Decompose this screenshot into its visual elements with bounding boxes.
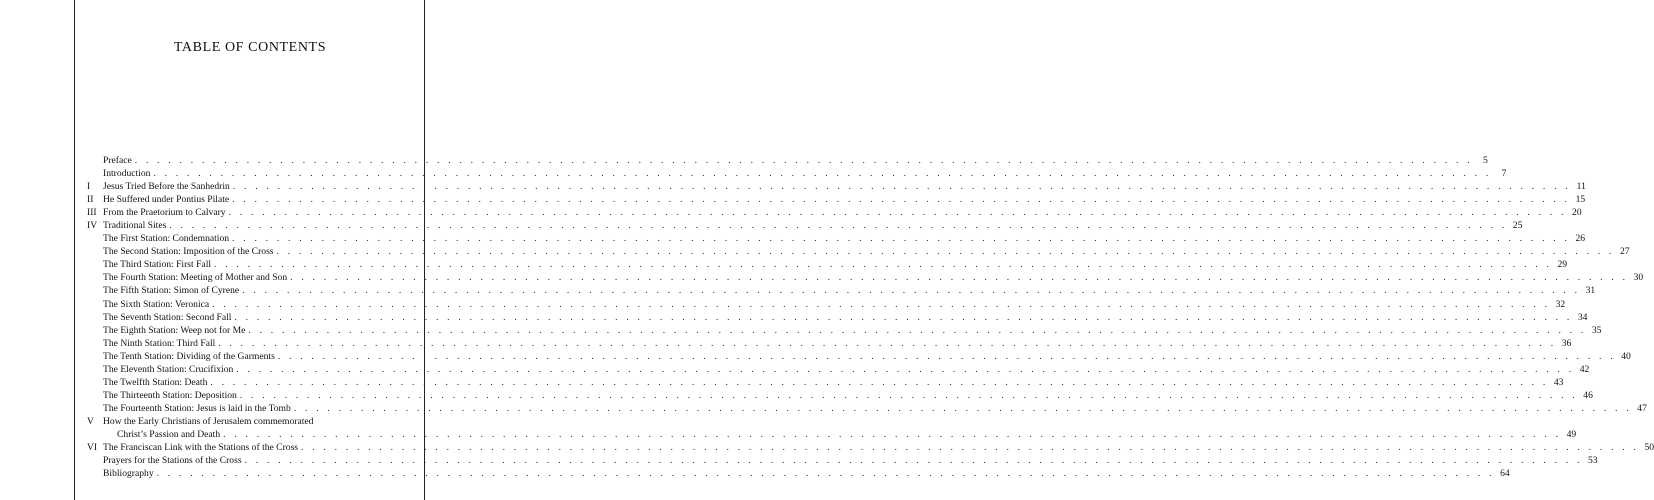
toc-entry-page: 53 xyxy=(1583,454,1598,467)
dot-leader: . . . . . . . . . . . . . . . . . . . . . . . . . . . . . . . . . . . . . . . . . . . . . . . . . . . . . . . . . . . . . . . . . . . . . . . . . . . . . . . . . . . . . . . . . . . . . . . . . . . . . . . . . . . . . . . . . . . . . . . . xyxy=(210,376,1549,388)
toc-entry xyxy=(87,311,1588,324)
toc-entry-page: 15 xyxy=(1570,193,1585,206)
toc-entry xyxy=(87,206,1582,219)
page-left-edge xyxy=(74,0,75,500)
toc-entry-title: The Thirteenth Station: Deposition xyxy=(103,389,240,402)
toc-entry-title: The Fourteenth Station: Jesus is laid in the Tomb xyxy=(103,402,294,415)
toc-entry-title: The Franciscan Link with the Stations of the Cross xyxy=(103,441,301,454)
toc-entry-page: 27 xyxy=(1615,245,1630,258)
dot-leader: . . . . . . . . . . . . . . . . . . . . . . . . . . . . . . . . . . . . . . . . . . . . . . . . . . . . . . . . . . . . . . . . . . . . . . . . . . . . . . . . . . . . . . . . . . . . . . . . . . . . . . . . . . . . . . . . . . . . . . . . xyxy=(301,442,1640,454)
dot-leader: . . . . . . . . . . . . . . . . . . . . . . . . . . . . . . . . . . . . . . . . . . . . . . . . . . . . . . . . . . . . . . . . . . . . . . . . . . . . . . . . . . . . . . . . . . . . . . . . . . . . . . . . . . . . . . . . . . . . . . . . xyxy=(156,468,1495,480)
toc-entry-title: Bibliography xyxy=(103,467,157,480)
toc-entry xyxy=(87,193,1586,206)
toc-entry-page: 31 xyxy=(1580,284,1595,297)
toc-entry xyxy=(87,389,1593,402)
toc-entry-page: 47 xyxy=(1632,402,1647,415)
toc-entry-title: The Fourth Station: Meeting of Mother and Son xyxy=(103,271,290,284)
toc-entry-page: 5 xyxy=(1473,154,1488,167)
toc-entry xyxy=(87,167,1507,180)
dot-leader: . . . . . . . . . . . . . . . . . . . . . . . . . . . . . . . . . . . . . . . . . . . . . . . . . . . . . . . . . . . . . . . . . . . . . . . . . . . . . . . . . . . . . . . . . . . . . . . . . . . . . . . . . . . . . . . . . . . . . . . . xyxy=(239,389,1578,401)
toc-entry-title: The Ninth Station: Third Fall xyxy=(103,337,218,350)
toc-entry-title: The Eighth Station: Weep not for Me xyxy=(103,324,248,337)
toc-entry xyxy=(87,245,1630,258)
toc-entry-title: The Sixth Station: Veronica xyxy=(103,298,212,311)
page-title: TABLE OF CONTENTS xyxy=(173,40,327,55)
dot-leader: . . . . . . . . . . . . . . . . . . . . . . . . . . . . . . . . . . . . . . . . . . . . . . . . . . . . . . . . . . . . . . . . . . . . . . . . . . . . . . . . . . . . . . . . . . . . . . . . . . . . . . . . . . . . . . . . . . . . . . . . xyxy=(212,298,1551,310)
toc-entry xyxy=(87,232,1586,245)
dot-leader: . . . . . . . . . . . . . . . . . . . . . . . . . . . . . . . . . . . . . . . . . . . . . . . . . . . . . . . . . . . . . . . . . . . . . . . . . . . . . . . . . . . . . . . . . . . . . . . . . . . . . . . . . . . . . . . . . . . . . . . . xyxy=(228,207,1567,219)
toc-entry xyxy=(87,337,1572,350)
toc-entry-page: 32 xyxy=(1550,298,1565,311)
dot-leader: . . . . . . . . . . . . . . . . . . . . . . . . . . . . . . . . . . . . . . . . . . . . . . . . . . . . . . . . . . . . . . . . . . . . . . . . . . . . . . . . . . . . . . . . . . . . . . . . . . . . . . . . . . . . . . . . . . . . . . . . xyxy=(232,233,1571,245)
toc-entry-title: How the Early Christians of Jerusalem commemorated xyxy=(103,415,314,427)
toc-entry-page: 26 xyxy=(1570,232,1585,245)
dot-leader: . . . . . . . . . . . . . . . . . . . . . . . . . . . . . . . . . . . . . . . . . . . . . . . . . . . . . . . . . . . . . . . . . . . . . . . . . . . . . . . . . . . . . . . . . . . . . . . . . . . . . . . . . . . . . . . . . . . . . . . . xyxy=(223,428,1562,440)
toc-entry-page: 36 xyxy=(1556,337,1571,350)
toc-entry-title: The First Station: Condemnation xyxy=(103,232,232,245)
toc-entry-page: 20 xyxy=(1567,206,1582,219)
toc-entry xyxy=(87,284,1596,297)
toc-entry xyxy=(87,154,1488,167)
toc-entry-page: 42 xyxy=(1574,363,1589,376)
dot-leader: . . . . . . . . . . . . . . . . . . . . . . . . . . . . . . . . . . . . . . . . . . . . . . . . . . . . . . . . . . . . . . . . . . . . . . . . . . . . . . . . . . . . . . . . . . . . . . . . . . . . . . . . . . . . . . . . . . . . . . . . xyxy=(134,155,1473,166)
toc-entry-page: 29 xyxy=(1552,258,1567,271)
toc-entry-page: 46 xyxy=(1578,389,1593,402)
dot-leader: . . . . . . . . . . . . . . . . . . . . . . . . . . . . . . . . . . . . . . . . . . . . . . . . . . . . . . . . . . . . . . . . . . . . . . . . . . . . . . . . . . . . . . . . . . . . . . . . . . . . . . . . . . . . . . . . . . . . . . . . xyxy=(242,285,1581,297)
toc-entry xyxy=(87,298,1566,311)
dot-leader: . . . . . . . . . . . . . . . . . . . . . . . . . . . . . . . . . . . . . . . . . . . . . . . . . . . . . . . . . . . . . . . . . . . . . . . . . . . . . . . . . . . . . . . . . . . . . . . . . . . . . . . . . . . . . . . . . . . . . . . . xyxy=(169,220,1508,232)
toc-entry-page: 25 xyxy=(1507,219,1522,232)
dot-leader: . . . . . . . . . . . . . . . . . . . . . . . . . . . . . . . . . . . . . . . . . . . . . . . . . . . . . . . . . . . . . . . . . . . . . . . . . . . . . . . . . . . . . . . . . . . . . . . . . . . . . . . . . . . . . . . . . . . . . . . . xyxy=(214,259,1553,271)
toc-entry-number: I xyxy=(87,181,91,193)
toc-entry-page: 43 xyxy=(1548,376,1563,389)
dot-leader: . . . . . . . . . . . . . . . . . . . . . . . . . . . . . . . . . . . . . . . . . . . . . . . . . . . . . . . . . . . . . . . . . . . . . . . . . . . . . . . . . . . . . . . . . . . . . . . . . . . . . . . . . . . . . . . . . . . . . . . . xyxy=(232,181,1571,193)
toc-entry-page: 64 xyxy=(1495,467,1510,480)
toc-entry xyxy=(87,324,1602,337)
toc-entry-number: III xyxy=(87,207,97,219)
toc-entry xyxy=(87,271,1644,284)
toc-entry-title: Jesus Tried Before the Sanhedrin xyxy=(103,180,233,193)
toc-entry-title: The Eleventh Station: Crucifixion xyxy=(103,363,236,376)
toc-entry-number: V xyxy=(87,415,94,427)
toc-entry-page: 49 xyxy=(1561,428,1576,441)
dot-leader: . . . . . . . . . . . . . . . . . . . . . . . . . . . . . . . . . . . . . . . . . . . . . . . . . . . . . . . . . . . . . . . . . . . . . . . . . . . . . . . . . . . . . . . . . . . . . . . . . . . . . . . . . . . . . . . . . . . . . . . . xyxy=(236,363,1575,375)
toc-entry xyxy=(87,441,1654,454)
toc-entry-continuation xyxy=(103,428,1577,441)
toc-entry-title: He Suffered under Pontius Pilate xyxy=(103,193,232,206)
toc-entry-title: The Fifth Station: Simon of Cyrene xyxy=(103,284,242,297)
dot-leader: . . . . . . . . . . . . . . . . . . . . . . . . . . . . . . . . . . . . . . . . . . . . . . . . . . . . . . . . . . . . . . . . . . . . . . . . . . . . . . . . . . . . . . . . . . . . . . . . . . . . . . . . . . . . . . . . . . . . . . . . xyxy=(232,194,1571,206)
toc-entry-title: The Twelfth Station: Death xyxy=(103,376,210,389)
toc-entry-number: VI xyxy=(87,442,98,454)
toc-entry xyxy=(87,376,1564,389)
toc-entry-title: Preface xyxy=(103,154,135,167)
toc-entry xyxy=(87,467,1510,480)
toc-entry-page: 11 xyxy=(1571,180,1586,193)
table-of-contents xyxy=(87,154,1654,480)
toc-entry xyxy=(87,180,1586,193)
toc-entry-title: Introduction xyxy=(103,167,153,180)
toc-entry-page: 34 xyxy=(1572,311,1587,324)
toc-entry-title: The Tenth Station: Dividing of the Garments xyxy=(103,350,278,363)
dot-leader: . . . . . . . . . . . . . . . . . . . . . . . . . . . . . . . . . . . . . . . . . . . . . . . . . . . . . . . . . . . . . . . . . . . . . . . . . . . . . . . . . . . . . . . . . . . . . . . . . . . . . . . . . . . . . . . . . . . . . . . . xyxy=(234,311,1573,323)
toc-entry xyxy=(87,363,1590,376)
toc-entry-title-continued: Christ’s Passion and Death xyxy=(103,428,223,441)
dot-leader: . . . . . . . . . . . . . . . . . . . . . . . . . . . . . . . . . . . . . . . . . . . . . . . . . . . . . . . . . . . . . . . . . . . . . . . . . . . . . . . . . . . . . . . . . . . . . . . . . . . . . . . . . . . . . . . . . . . . . . . . xyxy=(293,402,1632,414)
toc-entry xyxy=(87,350,1631,363)
toc-entry-title: From the Praetorium to Calvary xyxy=(103,206,229,219)
dot-leader: . . . . . . . . . . . . . . . . . . . . . . . . . . . . . . . . . . . . . . . . . . . . . . . . . . . . . . . . . . . . . . . . . . . . . . . . . . . . . . . . . . . . . . . . . . . . . . . . . . . . . . . . . . . . . . . . . . . . . . . . xyxy=(248,324,1587,336)
toc-entry xyxy=(87,402,1647,415)
toc-entry-number: II xyxy=(87,194,94,206)
toc-entry-number: IV xyxy=(87,220,98,232)
toc-entry-title: The Third Station: First Fall xyxy=(103,258,214,271)
dot-leader: . . . . . . . . . . . . . . . . . . . . . . . . . . . . . . . . . . . . . . . . . . . . . . . . . . . . . . . . . . . . . . . . . . . . . . . . . . . . . . . . . . . . . . . . . . . . . . . . . . . . . . . . . . . . . . . . . . . . . . . . xyxy=(276,246,1615,258)
toc-entry xyxy=(87,258,1568,271)
toc-entry-page: 35 xyxy=(1586,324,1601,337)
toc-entry-title: The Seventh Station: Second Fall xyxy=(103,311,234,324)
dot-leader: . . . . . . . . . . . . . . . . . . . . . . . . . . . . . . . . . . . . . . . . . . . . . . . . . . . . . . . . . . . . . . . . . . . . . . . . . . . . . . . . . . . . . . . . . . . . . . . . . . . . . . . . . . . . . . . . . . . . . . . . xyxy=(153,168,1492,180)
dot-leader: . . . . . . . . . . . . . . . . . . . . . . . . . . . . . . . . . . . . . . . . . . . . . . . . . . . . . . . . . . . . . . . . . . . . . . . . . . . . . . . . . . . . . . . . . . . . . . . . . . . . . . . . . . . . . . . . . . . . . . . . xyxy=(277,350,1616,362)
toc-entry-page: 40 xyxy=(1616,350,1631,363)
dot-leader: . . . . . . . . . . . . . . . . . . . . . . . . . . . . . . . . . . . . . . . . . . . . . . . . . . . . . . . . . . . . . . . . . . . . . . . . . . . . . . . . . . . . . . . . . . . . . . . . . . . . . . . . . . . . . . . . . . . . . . . . xyxy=(290,272,1629,284)
toc-entry-page: 30 xyxy=(1628,271,1643,284)
toc-entry xyxy=(87,415,1577,441)
toc-entry-page: 7 xyxy=(1491,167,1506,180)
dot-leader: . . . . . . . . . . . . . . . . . . . . . . . . . . . . . . . . . . . . . . . . . . . . . . . . . . . . . . . . . . . . . . . . . . . . . . . . . . . . . . . . . . . . . . . . . . . . . . . . . . . . . . . . . . . . . . . . . . . . . . . . xyxy=(244,455,1583,467)
toc-entry-title: Traditional Sites xyxy=(103,219,169,232)
toc-entry-page: 50 xyxy=(1639,441,1654,454)
toc-entry-title: Prayers for the Stations of the Cross xyxy=(103,454,245,467)
toc-entry xyxy=(87,219,1523,232)
toc-entry xyxy=(87,454,1598,467)
dot-leader: . . . . . . . . . . . . . . . . . . . . . . . . . . . . . . . . . . . . . . . . . . . . . . . . . . . . . . . . . . . . . . . . . . . . . . . . . . . . . . . . . . . . . . . . . . . . . . . . . . . . . . . . . . . . . . . . . . . . . . . . xyxy=(218,337,1557,349)
toc-entry-title: The Second Station: Imposition of the Cross xyxy=(103,245,277,258)
